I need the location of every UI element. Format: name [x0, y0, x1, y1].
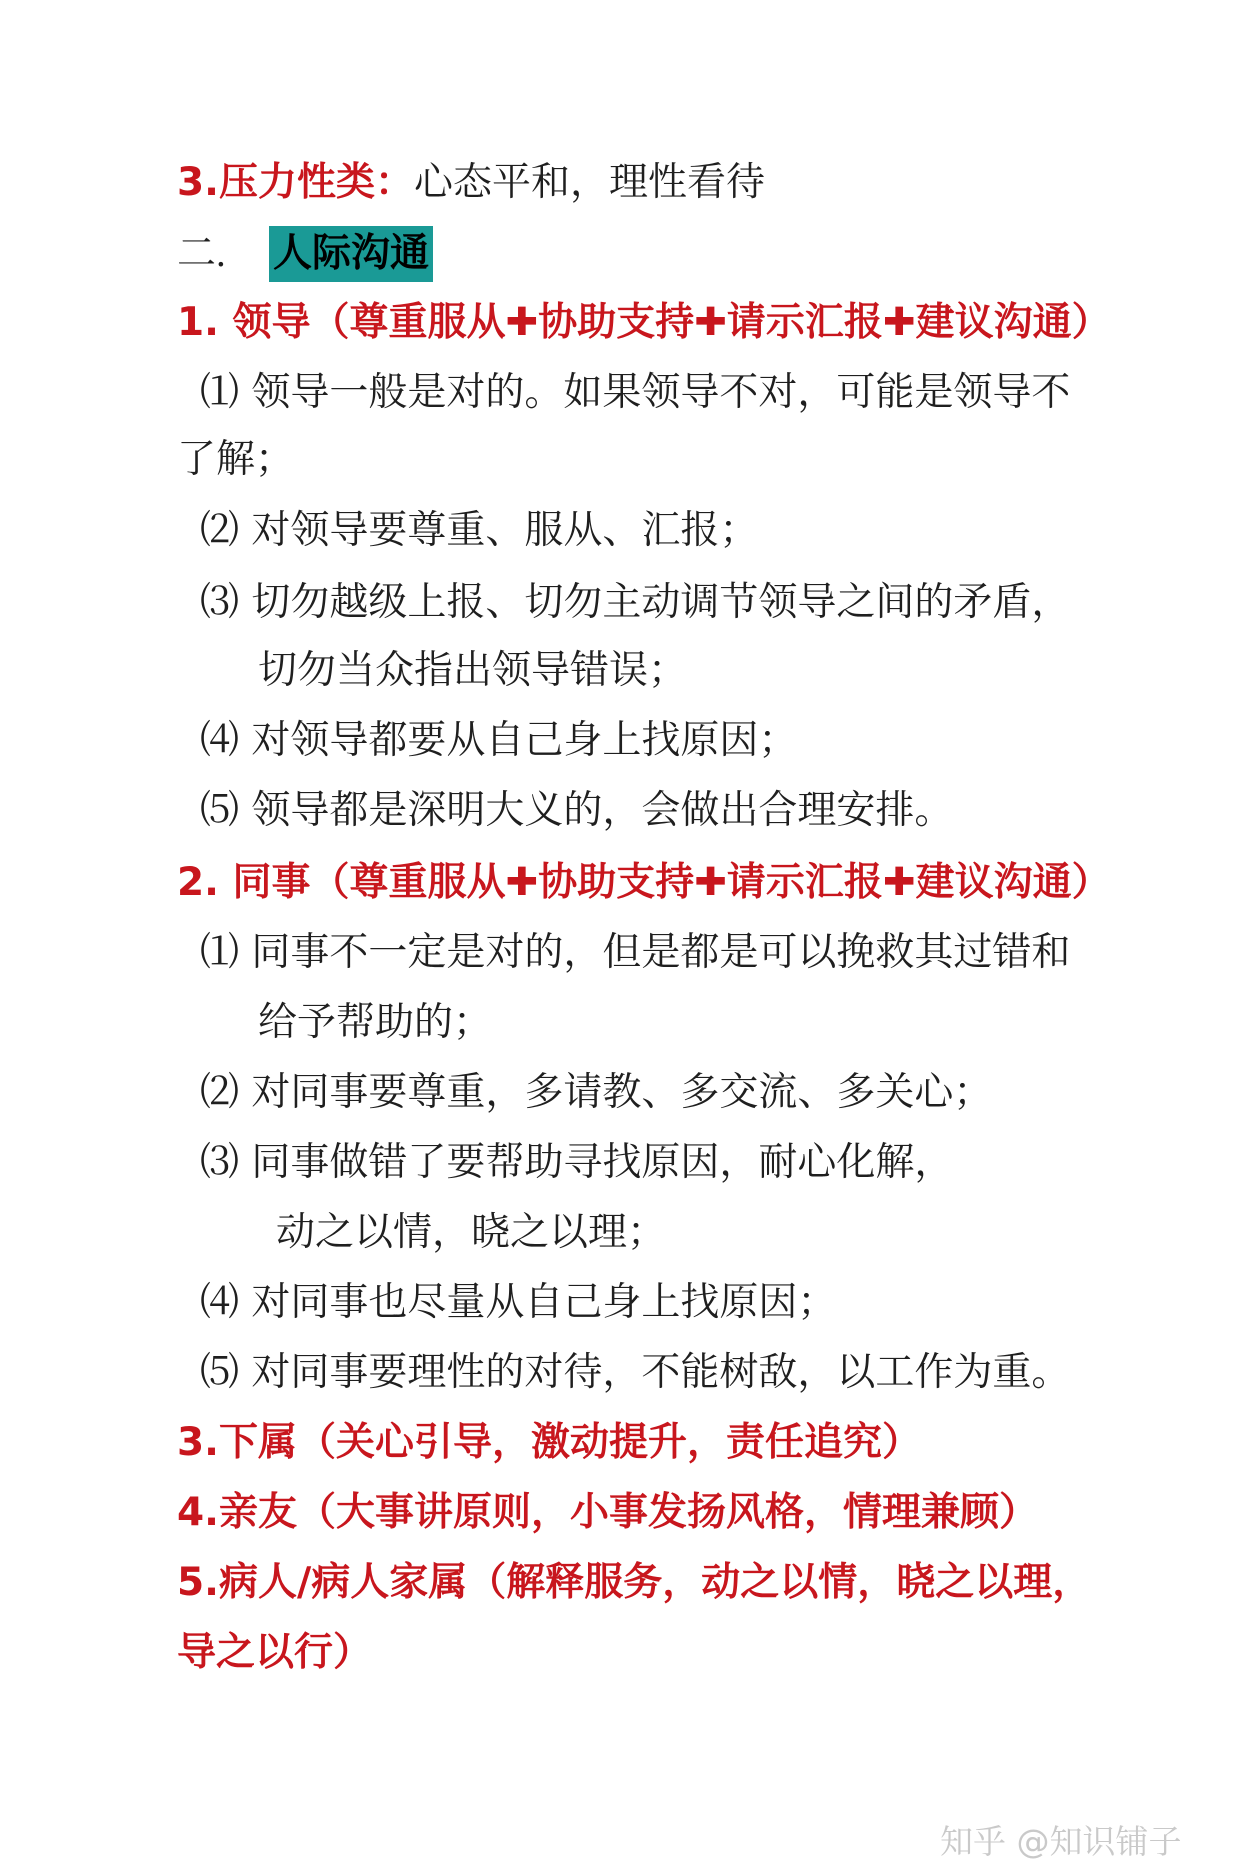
leader-item-3-cont: 切勿当众指出领导错误； [258, 648, 688, 693]
subordinate-heading: 3.下属（关心引导，激动提升，责任追究） [177, 1420, 921, 1465]
colleague-item-1: ⑴ 同事不一定是对的，但是都是可以挽救其过错和 [200, 930, 1071, 975]
leader-item-1: ⑴ 领导一般是对的。如果领导不对，可能是领导不 [200, 370, 1071, 415]
pressure-text: 心态平和，理性看待 [413, 160, 765, 205]
pressure-label: 3.压力性类： [177, 160, 414, 205]
friends-heading: 4.亲友（大事讲原则，小事发扬风格，情理兼顾） [177, 1490, 1038, 1535]
colleague-item-2: ⑵ 对同事要尊重，多请教、多交流、多关心； [200, 1070, 993, 1115]
leader-item-2: ⑵ 对领导要尊重、服从、汇报； [200, 508, 759, 553]
patients-heading: 5.病人/病人家属（解释服务，动之以情，晓之以理， [177, 1560, 1092, 1605]
leader-item-5: ⑸ 领导都是深明大义的，会做出合理安排。 [200, 788, 954, 833]
leader-item-4: ⑷ 对领导都要从自己身上找原因； [200, 718, 798, 763]
colleague-heading: 2. 同事（尊重服从✚协助支持✚请示汇报✚建议沟通） [177, 860, 1111, 905]
colleague-item-4: ⑷ 对同事也尽量从自己身上找原因； [200, 1280, 837, 1325]
patients-heading-cont: 导之以行） [177, 1630, 373, 1675]
colleague-item-3: ⑶ 同事做错了要帮助寻找原因，耐心化解， [200, 1140, 954, 1185]
zhihu-watermark: 知乎 @知识铺子 [940, 1822, 1182, 1861]
pressure-heading-line [177, 158, 765, 208]
leader-heading: 1. 领导（尊重服从✚协助支持✚请示汇报✚建议沟通） [177, 300, 1111, 345]
colleague-item-5: ⑸ 对同事要理性的对待，不能树敌，以工作为重。 [200, 1350, 1071, 1395]
section-title-line [177, 226, 433, 276]
section-number: 二. [177, 232, 226, 275]
leader-item-3: ⑶ 切勿越级上报、切勿主动调节领导之间的矛盾， [200, 580, 1071, 625]
colleague-item-1-cont: 给予帮助的； [258, 1000, 493, 1045]
leader-item-1-cont: 了解； [177, 437, 295, 482]
colleague-item-3-cont: 动之以情，晓之以理； [276, 1210, 667, 1255]
section-title: 人际沟通 [269, 226, 433, 282]
